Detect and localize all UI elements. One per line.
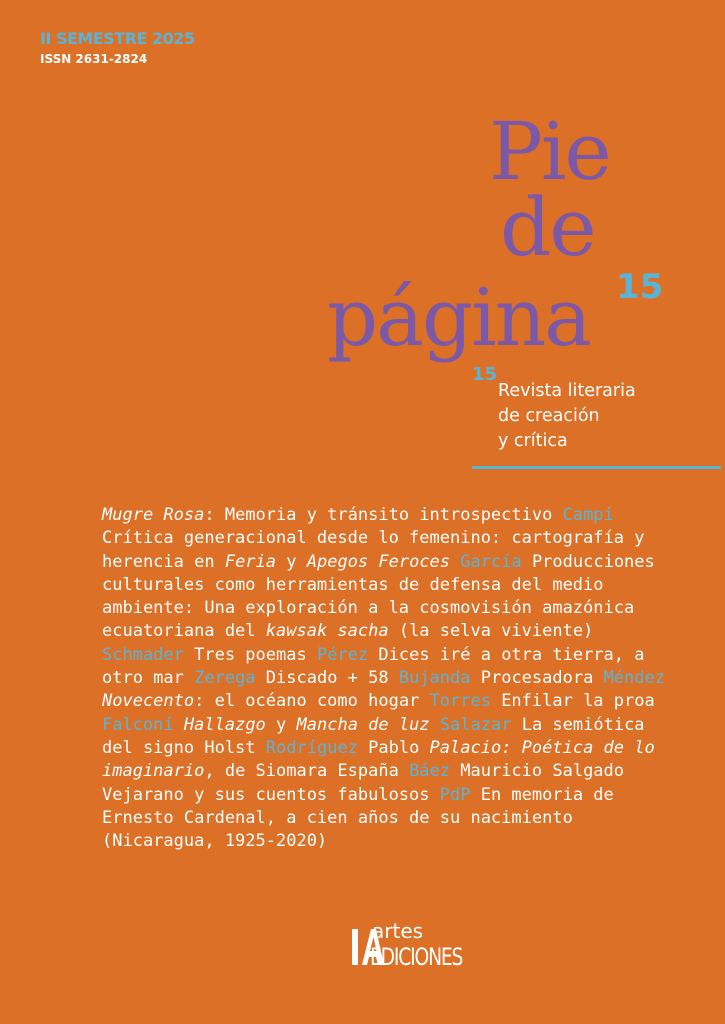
contents-text bbox=[450, 552, 460, 572]
contents-title-italic: kawsak sacha bbox=[265, 621, 389, 642]
contents-title-italic: Apegos Feroces bbox=[306, 551, 451, 572]
contents-author: Falconí bbox=[102, 714, 174, 735]
contents-title-italic: Palacio: Poética de lo imaginario bbox=[102, 737, 655, 782]
contents-author: García bbox=[460, 551, 522, 572]
contents-text: : Memoria y tránsito introspectivo bbox=[204, 505, 563, 525]
contents-text: Mauricio Salgado Vejarano y sus cuentos fabulosos bbox=[102, 761, 625, 805]
title-word-pagina: página bbox=[327, 271, 590, 364]
contents-author: Báez bbox=[409, 761, 451, 782]
issue-number-small: 15 bbox=[472, 364, 498, 385]
contents-author: Schmader bbox=[102, 644, 184, 665]
contents-author: Rodríguez bbox=[265, 737, 358, 758]
publisher-name: artes bbox=[372, 919, 424, 943]
contents-author: Campi bbox=[562, 505, 614, 525]
contents-text: Discado + 58 bbox=[255, 668, 399, 689]
contents-author: Salazar bbox=[439, 714, 512, 735]
contents-text: Enfilar la proa bbox=[490, 691, 655, 712]
subtitle-line: de creación bbox=[498, 406, 600, 426]
subtitle-line: y crítica bbox=[498, 431, 568, 451]
publisher-logo bbox=[350, 919, 500, 979]
contents-title-italic: Hallazgo bbox=[183, 714, 266, 735]
issn-label: ISSN 2631-2824 bbox=[40, 52, 148, 66]
contents-text: En memoria de Ernesto Cardenal, a cien años de su nacimiento (Nicaragua, 1925-2020) bbox=[102, 784, 614, 852]
contents-text: Producciones culturales como herramientas de defensa del medio ambiente: Una exploración a la cosmovisión amazónica ecuatoriana del bbox=[102, 551, 655, 642]
contents-text: Tres poemas bbox=[183, 644, 317, 665]
contents-text: y bbox=[276, 551, 307, 572]
contents-text: , de Siomara España bbox=[204, 761, 410, 782]
table-of-contents bbox=[102, 504, 677, 853]
contents-text: Procesadora bbox=[470, 668, 604, 689]
contents-title-italic: Mancha de luz bbox=[296, 714, 430, 735]
contents-author: PdP bbox=[439, 784, 471, 805]
title-word-de: de bbox=[500, 181, 595, 274]
publisher-subname: EDICIONES bbox=[370, 943, 463, 971]
contents-author: Pérez bbox=[316, 644, 369, 665]
subtitle bbox=[498, 379, 636, 454]
title-word-pie: Pie bbox=[489, 105, 610, 198]
contents-text: Crítica generacional desde lo femenino: cartografía y herencia en bbox=[102, 528, 645, 572]
contents-title-italic: Mugre Rosa bbox=[102, 505, 205, 525]
subtitle-line: Revista literaria bbox=[498, 381, 636, 401]
contents-text: Dices iré a otra tierra, a otro mar bbox=[102, 644, 645, 689]
contents-text: y bbox=[265, 714, 297, 735]
issue-number: 15 bbox=[616, 267, 664, 307]
contents-text bbox=[430, 715, 440, 735]
contents-text: : el océano como hogar bbox=[194, 691, 430, 712]
semester-label: II SEMESTRE 2025 bbox=[40, 29, 195, 48]
contents-title-italic: Feria bbox=[224, 551, 277, 572]
contents-text: La semiótica del signo Holst bbox=[102, 714, 645, 758]
contents-author: Bujanda bbox=[398, 668, 471, 689]
divider-rule bbox=[472, 466, 721, 469]
contents-author: Zerega bbox=[194, 668, 256, 689]
contents-text bbox=[174, 715, 184, 735]
contents-title-italic: Novecento bbox=[102, 691, 195, 712]
contents-text: Pablo bbox=[357, 737, 430, 758]
contents-author: Torres bbox=[429, 691, 491, 712]
contents-text: (la selva viviente) bbox=[388, 621, 594, 642]
contents-author: Méndez bbox=[603, 668, 665, 689]
